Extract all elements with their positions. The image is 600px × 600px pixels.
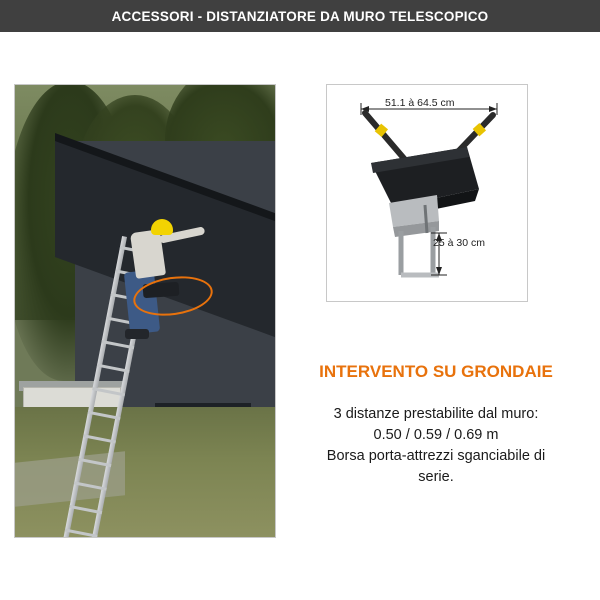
header-bar	[0, 0, 600, 32]
description-line-4: serie.	[418, 469, 454, 485]
helmet-icon	[151, 219, 173, 235]
description-text	[276, 404, 596, 488]
description-line-2: 0.50 / 0.59 / 0.69 m	[373, 427, 499, 443]
dimension-top-label: 51.1 à 64.5 cm	[385, 97, 455, 109]
description-line-3: Borsa porta-attrezzi sganciabile di	[326, 448, 546, 464]
page-title: ACCESSORI - DISTANZIATORE DA MURO TELESCOPICO	[111, 8, 489, 24]
worker-boot	[125, 329, 149, 339]
standoff-diagram-svg	[327, 85, 525, 299]
description-line-1: 3 distanze prestabilite dal muro:	[333, 406, 539, 422]
product-photo	[14, 84, 276, 538]
section-subtitle: INTERVENTO SU GRONDAIE	[319, 362, 553, 381]
dimension-bottom-label: 25 à 30 cm	[433, 237, 485, 249]
photo-inner	[15, 85, 275, 537]
diagram-panel	[326, 84, 528, 302]
